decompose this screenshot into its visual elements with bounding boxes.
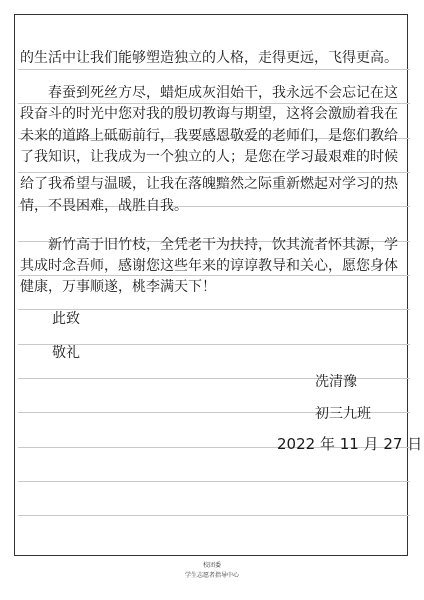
ruled-line [18,309,410,310]
ruled-line [18,275,410,276]
body-line: 给了我希望与温暖，让我在落魄黯然之际重新燃起对学习的热 [20,176,398,192]
ruled-line [18,515,410,516]
body-line: 的生活中让我们能够塑造独立的人格，走得更远，飞得更高。 [20,50,398,66]
body-line: 段奋斗的时光中您对我的殷切教诲与期望，这将会激励着我在 [20,106,398,122]
ruled-line [18,69,410,70]
footer-dept: 学生志愿者指导中心 [184,572,239,579]
closing-respect: 敬礼 [52,345,80,361]
body-line: 情，不畏困难，战胜自我。 [20,198,188,214]
signature-date: 2022 年 11 月 27 日 [277,435,423,453]
body-line: 春蚕到死丝方尽，蜡炬成灰泪始干，我永远不会忘记在这 [20,85,398,101]
body-line: 健康，万事顺遂，桃李满天下！ [20,279,216,295]
footer-org: 校团委 [202,562,221,569]
ruled-line [18,172,410,173]
ruled-line [18,103,410,104]
ruled-line [18,481,410,482]
body-line: 未来的道路上砥砺前行，我要感恩敬爱的老师们，是您们教给 [20,128,398,144]
closing-salutation: 此致 [52,311,80,327]
body-line: 其成时念吾师，感谢您这些年来的谆谆教导和关心，愿您身体 [20,258,398,274]
signature-class: 初三九班 [315,406,371,422]
signature-name: 冼清豫 [315,374,357,390]
body-line: 了我知识，让我成为一个独立的人；是您在学习最艰难的时候 [20,149,398,165]
body-line: 新竹高于旧竹枝，全凭老干为扶持，饮其流者怀其源，学 [20,237,398,253]
